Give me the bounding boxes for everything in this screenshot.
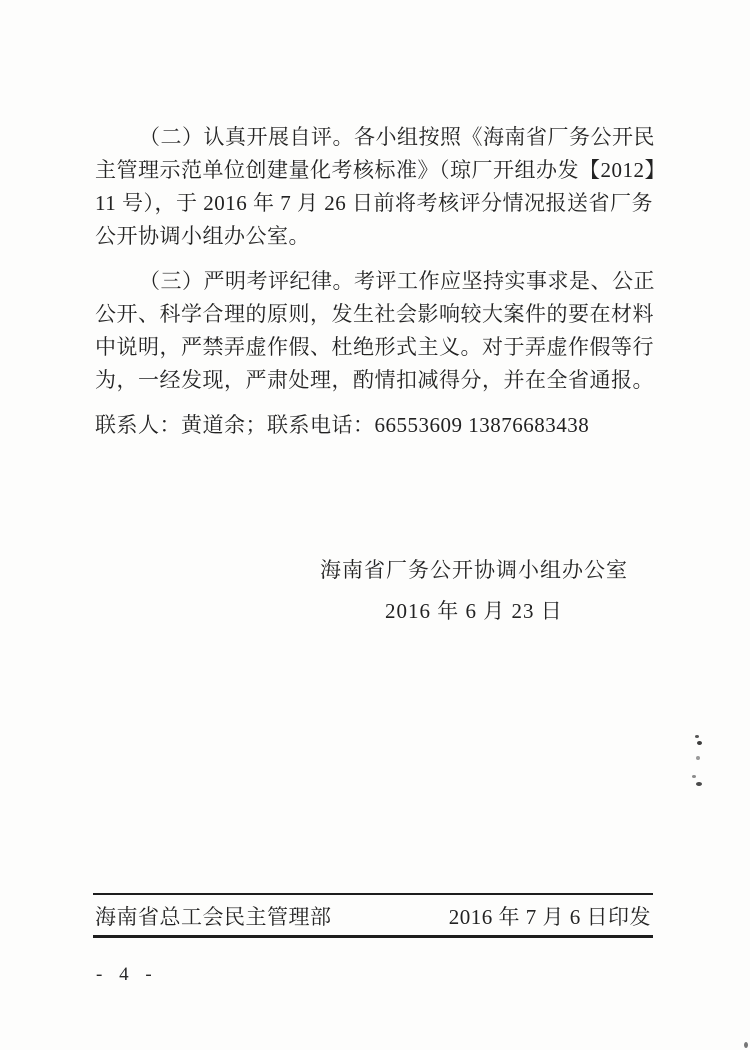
body-line: （二）认真开展自评。各小组按照《海南省厂务公开民	[139, 125, 655, 149]
body-line: （三）严明考评纪律。考评工作应坚持实事求是、公正	[139, 269, 655, 293]
scan-speck	[697, 741, 702, 745]
body-line: 11 号），于 2016 年 7 月 26 日前将考核评分情况报送省厂务	[95, 191, 653, 215]
paragraph	[95, 265, 667, 397]
footer-rule-bottom	[93, 935, 653, 938]
footer-print-date: 2016 年 7 月 6 日印发	[448, 905, 651, 929]
scan-speck	[696, 782, 702, 786]
body-line: 公开、科学合理的原则，发生社会影响较大案件的要在材料	[95, 302, 654, 326]
body-line: 中说明，严禁弄虚作假、杜绝形式主义。对于弄虚作假等行	[95, 335, 654, 359]
document-body	[95, 121, 667, 628]
footer-rule-top	[93, 893, 653, 895]
paragraph	[95, 121, 667, 253]
signature-block	[95, 554, 667, 628]
signature-date: 2016 年 6 月 23 日	[385, 599, 563, 623]
scan-speck	[696, 756, 700, 760]
footer-issuer: 海南省总工会民主管理部	[95, 905, 332, 929]
footer-colophon	[95, 902, 651, 932]
body-line: 公开协调小组办公室。	[95, 224, 310, 248]
scan-speck	[692, 775, 696, 778]
contact-line: 联系人：黄道余；联系电话：66553609 13876683438	[95, 413, 590, 437]
body-line: 主管理示范单位创建量化考核标准》（琼厂开组办发【2012】	[95, 158, 666, 182]
scan-speck	[695, 735, 699, 738]
body-line: 为，一经发现，严肃处理，酌情扣减得分，并在全省通报。	[95, 368, 654, 392]
page-number: - 4 -	[96, 964, 158, 985]
signature-org: 海南省厂务公开协调小组办公室	[320, 558, 628, 582]
scan-speck	[744, 1042, 748, 1048]
